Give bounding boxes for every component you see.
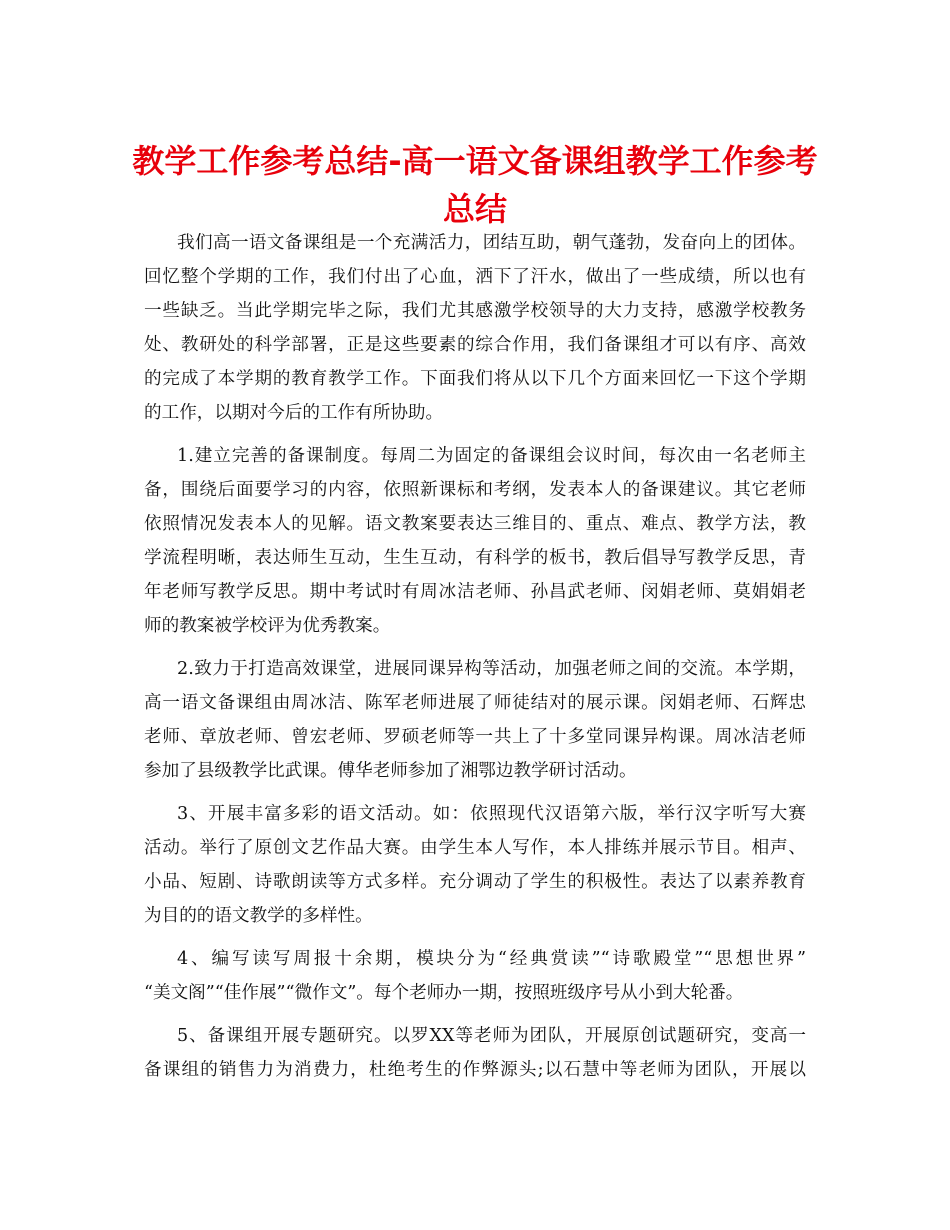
paragraph-line: 的工作，以期对今后的工作有所协助。 xyxy=(144,403,444,423)
paragraph-line: 1.建立完善的备课制度。每周二为固定的备课组会议时间，每次由一名老师主 xyxy=(177,446,806,466)
paragraph-line: 学流程明晰，表达师生互动，生生互动，有科学的板书，教后倡导写教学反思，青 xyxy=(144,548,806,568)
paragraph-line: 依照情况发表本人的见解。语文教案要表达三维目的、重点、难点、教学方法，教 xyxy=(144,514,806,534)
paragraph-line: 师的教案被学校评为优秀教案。 xyxy=(144,616,391,636)
paragraph-line: 3、开展丰富多彩的语文活动。如：依照现代汉语第六版，举行汉字听写大赛 xyxy=(177,804,806,824)
paragraph-line: 高一语文备课组由周冰洁、陈军老师进展了师徒结对的展示课。闵娟老师、石辉忠 xyxy=(144,693,806,713)
paragraph-line: “美文阁”“佳作展”“微作文”。每个老师办一期，按照班级序号从小到大轮番。 xyxy=(144,983,744,1003)
paragraph-line: 备，围绕后面要学习的内容，依照新课标和考纲，发表本人的备课建议。其它老师 xyxy=(144,480,806,500)
paragraph-line: 年老师写教学反思。期中考试时有周冰洁老师、孙昌武老师、闵娟老师、莫娟娟老 xyxy=(144,582,806,602)
paragraph-line: 为目的的语文教学的多样性。 xyxy=(144,906,373,926)
document-title-line-1: 教学工作参考总结-高一语文备课组教学工作参考 xyxy=(132,142,818,180)
paragraph-line: 小品、短剧、诗歌朗读等方式多样。充分调动了学生的积极性。表达了以素养教育 xyxy=(144,872,806,892)
paragraph-line: 一些缺乏。当此学期完毕之际，我们尤其感激学校领导的大力支持，感激学校教务 xyxy=(144,301,806,321)
paragraph-line: 处、教研处的科学部署，正是这些要素的综合作用，我们备课组才可以有序、高效 xyxy=(144,335,806,355)
document-title-line-2: 总结 xyxy=(442,190,507,228)
paragraph-line: 老师、章放老师、曾宏老师、罗硕老师等一共上了十多堂同课异构课。周冰洁老师 xyxy=(144,727,806,747)
paragraph-line: 2.致力于打造高效课堂，进展同课异构等活动，加强老师之间的交流。本学期， xyxy=(177,659,806,679)
paragraph-line: 回忆整个学期的工作，我们付出了心血，洒下了汗水，做出了一些成绩，所以也有 xyxy=(144,267,806,287)
paragraph-line: 备课组的销售力为消费力，杜绝考生的作弊源头;以石慧中等老师为团队，开展以 xyxy=(144,1060,806,1080)
paragraph-line: 活动。举行了原创文艺作品大赛。由学生本人写作，本人排练并展示节目。相声、 xyxy=(144,838,806,858)
paragraph-line: 的完成了本学期的教育教学工作。下面我们将从以下几个方面来回忆一下这个学期 xyxy=(144,369,806,389)
paragraph-line: 5、备课组开展专题研究。以罗XX等老师为团队，开展原创试题研究，变高一 xyxy=(177,1026,806,1046)
paragraph-line: 参加了县级教学比武课。傅华老师参加了湘鄂边教学研讨活动。 xyxy=(144,761,637,781)
paragraph-line: 我们高一语文备课组是一个充满活力，团结互助，朝气蓬勃，发奋向上的团体。 xyxy=(177,233,806,253)
paragraph-line: 4、编写读写周报十余期，模块分为“经典赏读”“诗歌殿堂”“思想世界” xyxy=(177,949,806,969)
